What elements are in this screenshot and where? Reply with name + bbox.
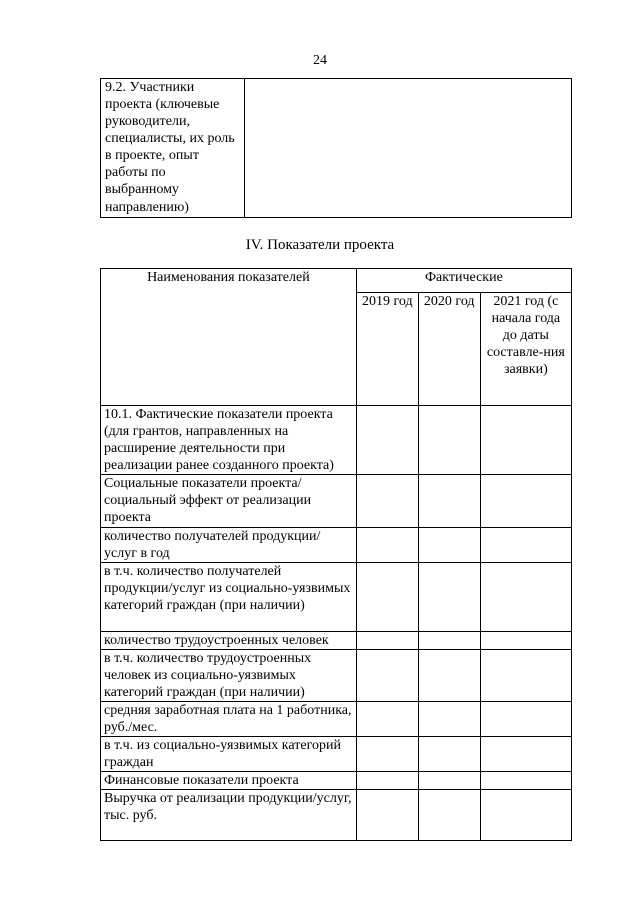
table-row [101, 772, 572, 790]
value-cell [418, 649, 480, 701]
value-cell [356, 790, 418, 841]
table-row [101, 562, 572, 631]
value-cell [418, 737, 480, 772]
value-cell [418, 527, 480, 562]
value-cell [356, 631, 418, 649]
value-cell [480, 649, 571, 701]
value-cell [356, 702, 418, 737]
table-row [101, 649, 572, 701]
value-cell [480, 562, 571, 631]
table-row [101, 737, 572, 772]
row-label: средняя заработная плата на 1 работника, руб./мес. [101, 702, 357, 737]
value-cell [480, 527, 571, 562]
table-row [101, 475, 572, 527]
value-cell [418, 406, 480, 475]
value-cell [356, 406, 418, 475]
value-cell [418, 702, 480, 737]
header-name-column: Наименования показателей [101, 269, 357, 406]
value-cell [480, 631, 571, 649]
row-label: Социальные показатели проекта/социальный эффект от реализации проекта [101, 475, 357, 527]
value-cell [356, 772, 418, 790]
header-year-2020: 2020 год [418, 292, 480, 405]
indicators-table [100, 268, 572, 841]
row-label: количество трудоустроенных человек [101, 631, 357, 649]
value-cell [356, 737, 418, 772]
table-row [101, 702, 572, 737]
value-cell [356, 562, 418, 631]
header-year-2019: 2019 год [356, 292, 418, 405]
value-cell [356, 649, 418, 701]
page-number: 24 [313, 53, 327, 68]
value-cell [480, 737, 571, 772]
table-row [101, 406, 572, 475]
header-group-actual: Фактические [356, 269, 571, 293]
participants-table [100, 78, 572, 218]
row-label: в т.ч. количество трудоустроенных человек из социально-уязвимых категорий граждан (при наличии) [101, 649, 357, 701]
value-cell [480, 406, 571, 475]
value-cell [356, 527, 418, 562]
row-label: в т.ч. количество получателей продукции/услуг из социально-уязвимых категорий граждан (при наличии) [101, 562, 357, 631]
row-label: в т.ч. из социально-уязвимых категорий граждан [101, 737, 357, 772]
row-label: Финансовые показатели проекта [101, 772, 357, 790]
value-cell [480, 475, 571, 527]
value-cell [356, 475, 418, 527]
table-row [101, 631, 572, 649]
value-cell [480, 772, 571, 790]
row-label: Выручка от реализации продукции/услуг, тыс. руб. [101, 790, 357, 841]
row-label: 10.1. Фактические показатели проекта (для грантов, направленных на расширение деятельности при реализации ранее созданного проекта) [101, 406, 357, 475]
value-cell [480, 702, 571, 737]
value-cell [418, 772, 480, 790]
header-row [101, 269, 572, 293]
table-row [101, 79, 572, 218]
table-row [101, 790, 572, 841]
value-cell [418, 475, 480, 527]
value-cell [418, 631, 480, 649]
header-year-2021: 2021 год (с начала года до даты составле-ния заявки) [480, 292, 571, 405]
value-cell [480, 790, 571, 841]
value-cell [418, 790, 480, 841]
participants-value-cell [245, 79, 572, 218]
row-label: количество получателей продукции/услуг в год [101, 527, 357, 562]
table-row [101, 527, 572, 562]
value-cell [418, 562, 480, 631]
section-title: IV. Показатели проекта [245, 237, 395, 253]
participants-label: 9.2. Участники проекта (ключевые руководители, специалисты, их роль в проекте, опыт работы по выбранному направлению) [101, 79, 245, 218]
